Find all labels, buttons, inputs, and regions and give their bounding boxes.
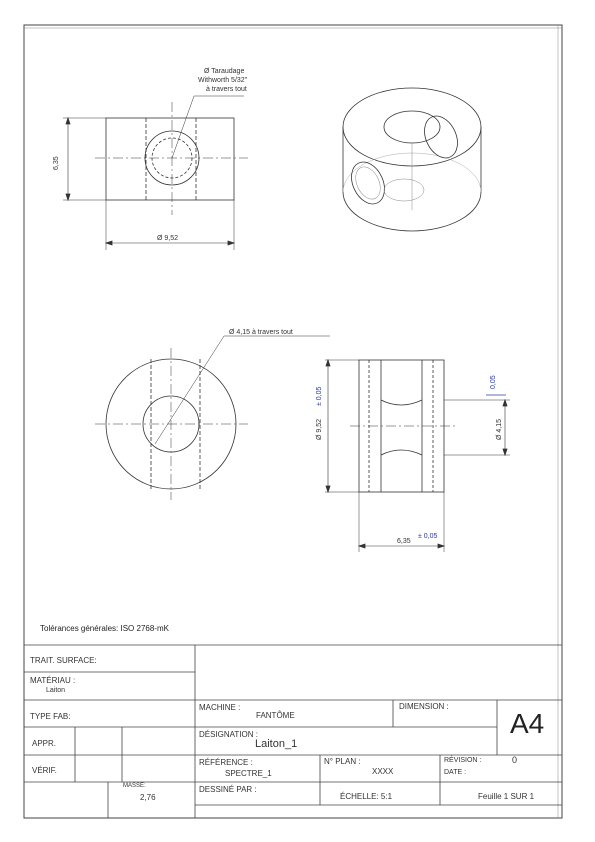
- tapping-note-line1: Ø Taraudage: [204, 68, 245, 75]
- plan-value: XXXX: [372, 767, 394, 776]
- machine-value: FANTÔME: [256, 711, 295, 720]
- revision-value: 0: [512, 755, 518, 765]
- general-tolerances-note: Tolérances générales: ISO 2768-mK: [40, 624, 169, 633]
- scale-label: ÉCHELLE: 5:1: [340, 792, 393, 801]
- date-label: DATE :: [444, 769, 467, 776]
- section-right-tolerance: 0,05: [490, 375, 497, 389]
- appr-label: APPR.: [32, 739, 57, 748]
- section-right-dimension-label: Ø 4,15: [496, 418, 503, 440]
- section-view: [325, 360, 510, 552]
- front-view: [63, 96, 248, 250]
- designation-value: Laiton_1: [255, 738, 298, 750]
- reference-label: RÉFÉRENCE :: [199, 758, 253, 767]
- masse-value: 2,76: [140, 793, 156, 802]
- section-bottom-dimension-label: 6,35: [397, 538, 411, 545]
- diameter-dimension-label: Ø 9,52: [157, 235, 179, 242]
- materiau-value: Laiton: [46, 687, 66, 694]
- machine-label: MACHINE :: [199, 703, 241, 712]
- plan-label: N° PLAN :: [324, 757, 361, 766]
- dimension-label: DIMENSION :: [399, 702, 449, 711]
- section-left-tolerance: ± 0,05: [316, 386, 323, 406]
- tapping-note-line3: à travers tout: [206, 86, 247, 93]
- top-view: [95, 336, 330, 500]
- height-dimension-label: 6,35: [53, 156, 60, 170]
- reference-value: SPECTRE_1: [225, 769, 272, 778]
- dessine-par-label: DESSINÉ PAR :: [199, 785, 257, 794]
- through-hole-note: Ø 4,15 à travers tout: [229, 329, 293, 336]
- section-left-dimension-label: Ø 9,52: [316, 418, 323, 440]
- tapping-note-line2: Withworth 5/32": [198, 77, 248, 84]
- type-fab-label: TYPE FAB:: [30, 712, 71, 721]
- isometric-view: [343, 88, 481, 231]
- sheet-format: A4: [510, 708, 545, 739]
- materiau-label: MATÉRIAU :: [30, 676, 76, 685]
- section-bottom-tolerance: ± 0,05: [418, 533, 438, 540]
- verif-label: VÉRIF.: [32, 766, 57, 775]
- revision-label: RÉVISION :: [444, 757, 482, 764]
- sheet-count: Feuille 1 SUR 1: [478, 792, 535, 801]
- masse-label: MASSE:: [123, 783, 146, 789]
- designation-label: DÉSIGNATION :: [199, 730, 258, 739]
- trait-surface-label: TRAIT. SURFACE:: [30, 656, 97, 665]
